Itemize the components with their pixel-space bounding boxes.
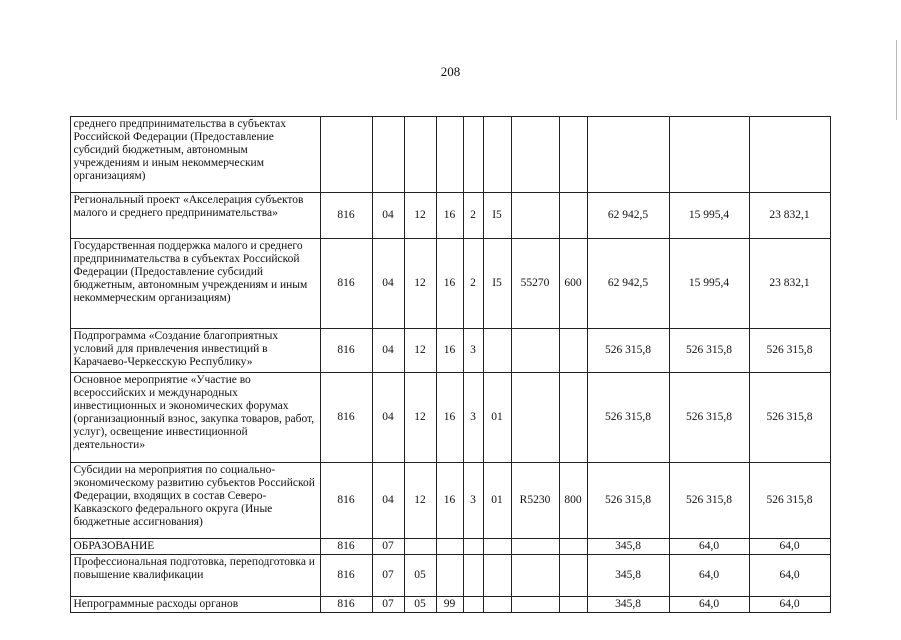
subsection-code-cell: 05 (404, 555, 436, 597)
ministry-code-cell: 816 (320, 597, 372, 613)
expense-type-code-cell (559, 329, 587, 373)
subsection-code-cell: 12 (404, 239, 436, 329)
program-code-cell: 16 (436, 329, 463, 373)
program-code-cell: 16 (436, 239, 463, 329)
value-2023-cell: 64,0 (749, 539, 830, 555)
ministry-code-cell: 816 (320, 463, 372, 539)
ministry-code-cell (320, 117, 372, 193)
subsection-code-cell: 12 (404, 329, 436, 373)
direction-code-cell (511, 117, 559, 193)
value-2022-cell: 64,0 (669, 539, 749, 555)
value-2023-cell: 64,0 (749, 555, 830, 597)
expense-type-code-cell (559, 597, 587, 613)
value-2022-cell: 526 315,8 (669, 329, 749, 373)
row-name-cell: Профессиональная подготовка, переподготовка и повышение квалификации (70, 555, 320, 597)
subprogram-code-cell: 2 (463, 193, 483, 239)
table-row (40, 597, 830, 613)
scan-edge-line (896, 40, 897, 120)
value-2022-cell (669, 117, 749, 193)
subprogram-code-cell (463, 597, 483, 613)
row-margin-cell (40, 597, 70, 613)
direction-code-cell: 55270 (511, 239, 559, 329)
program-code-cell: 99 (436, 597, 463, 613)
direction-code-cell (511, 193, 559, 239)
value-2021-cell: 526 315,8 (587, 373, 669, 463)
program-code-cell: 16 (436, 193, 463, 239)
direction-code-cell: R5230 (511, 463, 559, 539)
value-2023-cell: 23 832,1 (749, 193, 830, 239)
page-number: 208 (440, 64, 461, 79)
row-margin-cell (40, 239, 70, 329)
program-code-cell: 16 (436, 463, 463, 539)
section-code-cell: 07 (372, 539, 404, 555)
expense-type-code-cell (559, 193, 587, 239)
row-margin-cell (40, 117, 70, 193)
value-2021-cell: 345,8 (587, 555, 669, 597)
table-row (40, 539, 830, 555)
subsection-code-cell (404, 539, 436, 555)
subsection-code-cell: 12 (404, 193, 436, 239)
ministry-code-cell: 816 (320, 373, 372, 463)
table-row (40, 373, 830, 463)
section-code-cell: 07 (372, 597, 404, 613)
subprogram-code-cell (463, 555, 483, 597)
row-name-cell: Подпрограмма «Создание благоприятных условий для привлечения инвестиций в Карачаево-Черкесскую Республику» (70, 329, 320, 373)
program-code-cell (436, 555, 463, 597)
row-name-cell: ОБРАЗОВАНИЕ (70, 539, 320, 555)
value-2023-cell: 526 315,8 (749, 463, 830, 539)
table-row (40, 117, 830, 193)
row-margin-cell (40, 193, 70, 239)
row-name-cell: Основное мероприятие «Участие во всероссийских и международных инвестиционных и экономических форумах (организационный взнос, закупка товаров, работ, услуг), освещение инвестиционной деятельности» (70, 373, 320, 463)
table-row (40, 329, 830, 373)
event-code-cell: 01 (483, 373, 511, 463)
direction-code-cell (511, 555, 559, 597)
table-row (40, 555, 830, 597)
subprogram-code-cell (463, 539, 483, 555)
expense-type-code-cell (559, 117, 587, 193)
value-2022-cell: 15 995,4 (669, 193, 749, 239)
subprogram-code-cell: 2 (463, 239, 483, 329)
event-code-cell (483, 329, 511, 373)
value-2021-cell: 62 942,5 (587, 239, 669, 329)
subsection-code-cell: 12 (404, 463, 436, 539)
event-code-cell: I5 (483, 193, 511, 239)
subprogram-code-cell: 3 (463, 329, 483, 373)
direction-code-cell (511, 539, 559, 555)
program-code-cell: 16 (436, 373, 463, 463)
subprogram-code-cell (463, 117, 483, 193)
table-row (40, 463, 830, 539)
row-margin-cell (40, 555, 70, 597)
row-name-cell: среднего предпринимательства в субъектах Российской Федерации (Предоставление субсидий бюджетным, автономным учреждениям и иным некоммерческим организациям) (70, 117, 320, 193)
section-code-cell: 04 (372, 373, 404, 463)
row-name-cell: Непрограммные расходы органов (70, 597, 320, 613)
value-2021-cell: 526 315,8 (587, 463, 669, 539)
event-code-cell (483, 117, 511, 193)
value-2021-cell: 526 315,8 (587, 329, 669, 373)
value-2022-cell: 526 315,8 (669, 463, 749, 539)
row-name-cell: Государственная поддержка малого и среднего предпринимательства в субъектах Российской Федерации (Предоставление субсидий бюджетным, автономным учреждениям и иным некоммерческим организациям) (70, 239, 320, 329)
subsection-code-cell: 12 (404, 373, 436, 463)
value-2022-cell: 64,0 (669, 555, 749, 597)
subprogram-code-cell: 3 (463, 463, 483, 539)
ministry-code-cell: 816 (320, 239, 372, 329)
expense-type-code-cell (559, 539, 587, 555)
value-2021-cell (587, 117, 669, 193)
subsection-code-cell (404, 117, 436, 193)
ministry-code-cell: 816 (320, 539, 372, 555)
subprogram-code-cell: 3 (463, 373, 483, 463)
direction-code-cell (511, 373, 559, 463)
row-margin-cell (40, 329, 70, 373)
subsection-code-cell: 05 (404, 597, 436, 613)
value-2022-cell: 526 315,8 (669, 373, 749, 463)
expense-type-code-cell (559, 373, 587, 463)
event-code-cell (483, 597, 511, 613)
section-code-cell: 04 (372, 193, 404, 239)
section-code-cell: 04 (372, 329, 404, 373)
expense-type-code-cell: 800 (559, 463, 587, 539)
value-2021-cell: 345,8 (587, 539, 669, 555)
value-2023-cell (749, 117, 830, 193)
direction-code-cell (511, 329, 559, 373)
event-code-cell: I5 (483, 239, 511, 329)
value-2023-cell: 526 315,8 (749, 329, 830, 373)
program-code-cell (436, 117, 463, 193)
row-margin-cell (40, 373, 70, 463)
section-code-cell: 04 (372, 463, 404, 539)
row-margin-cell (40, 463, 70, 539)
value-2022-cell: 64,0 (669, 597, 749, 613)
ministry-code-cell: 816 (320, 193, 372, 239)
row-margin-cell (40, 539, 70, 555)
value-2023-cell: 23 832,1 (749, 239, 830, 329)
ministry-code-cell: 816 (320, 329, 372, 373)
row-name-cell: Региональный проект «Акселерация субъектов малого и среднего предпринимательства» (70, 193, 320, 239)
event-code-cell (483, 539, 511, 555)
value-2021-cell: 62 942,5 (587, 193, 669, 239)
row-name-cell: Субсидии на мероприятия по социально-экономическому развитию субъектов Российской Федерации, входящих в состав Северо-Кавказского федерального округа (Иные бюджетные ассигнования) (70, 463, 320, 539)
table-row (40, 239, 830, 329)
ministry-code-cell: 816 (320, 555, 372, 597)
expense-type-code-cell (559, 555, 587, 597)
event-code-cell: 01 (483, 463, 511, 539)
expense-type-code-cell: 600 (559, 239, 587, 329)
value-2022-cell: 15 995,4 (669, 239, 749, 329)
section-code-cell: 07 (372, 555, 404, 597)
value-2021-cell: 345,8 (587, 597, 669, 613)
section-code-cell (372, 117, 404, 193)
program-code-cell (436, 539, 463, 555)
value-2023-cell: 526 315,8 (749, 373, 830, 463)
table-row (40, 193, 830, 239)
event-code-cell (483, 555, 511, 597)
direction-code-cell (511, 597, 559, 613)
budget-table (40, 116, 831, 613)
section-code-cell: 04 (372, 239, 404, 329)
value-2023-cell: 64,0 (749, 597, 830, 613)
